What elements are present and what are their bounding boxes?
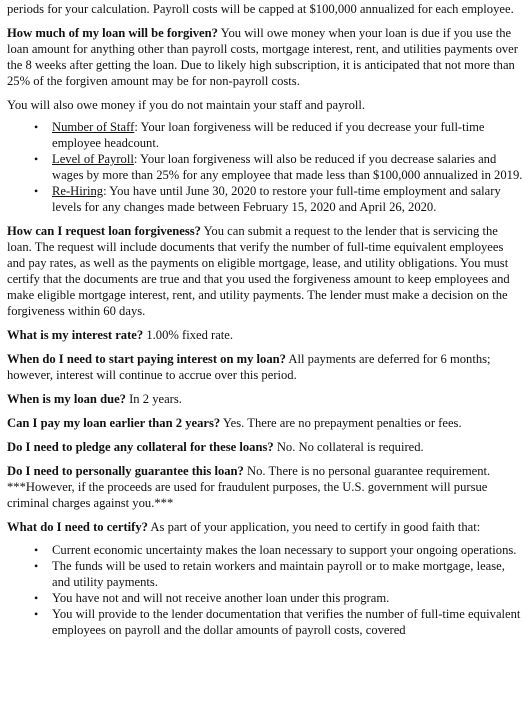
intro-paragraph-tail: periods for your calculation. Payroll costs will be capped at $100,000 annualized for each employee.	[7, 2, 514, 16]
list-item-text: You will provide to the lender documentation that verifies the number of full-time equivalent employees on payroll and the dollar amounts of payroll costs, covered	[52, 607, 521, 637]
faq-question: What do I need to certify?	[7, 520, 148, 534]
faq-certify	[7, 519, 524, 535]
bullet-icon: •	[34, 559, 39, 573]
faq-answer: As part of your application, you need to certify in good faith that:	[147, 520, 481, 534]
faq-personal-guarantee	[7, 463, 524, 511]
document-page	[0, 1, 530, 713]
list-item	[34, 119, 524, 151]
faq-question: Do I need to personally guarantee this loan?	[7, 464, 244, 478]
faq-question: Do I need to pledge any collateral for these loans?	[7, 440, 274, 454]
faq-pay-early	[7, 415, 524, 431]
faq-answer: You will owe money when your loan is due if you use the loan amount for anything other than payroll costs, mortgage interest, rent, and utilities payments over the 8 weeks after getting the loan. Due to likely high subscription, it is anticipated that not more than 25% of the forgiven amount may be for non-payroll costs.	[7, 26, 518, 88]
bullet-icon: •	[34, 152, 39, 166]
list-item	[34, 151, 524, 183]
faq-answer: Yes. There are no prepayment penalties or fees.	[220, 416, 462, 430]
owe-money-paragraph: You will also owe money if you do not maintain your staff and payroll.	[7, 98, 366, 112]
faq-request-forgiveness	[7, 223, 524, 319]
list-item-text: : Your loan forgiveness will be reduced if you decrease your full-time employee headcount.	[52, 120, 485, 150]
faq-question: What is my interest rate?	[7, 328, 144, 342]
list-item	[34, 558, 524, 590]
faq-answer: All payments are deferred for 6 months; however, interest will continue to accrue over this period.	[7, 352, 491, 382]
list-item	[34, 542, 524, 558]
list-item	[34, 183, 524, 215]
faq-forgiven	[7, 25, 524, 89]
forgiveness-reduction-list	[7, 119, 524, 215]
bullet-icon: •	[34, 607, 39, 621]
faq-question: When is my loan due?	[7, 392, 126, 406]
faq-answer: In 2 years.	[125, 392, 182, 406]
list-item-text: : You have until June 30, 2020 to restore your full-time employment and salary levels for any changes made between February 15, 2020 and April 26, 2020.	[52, 184, 501, 214]
list-item-text: Current economic uncertainty makes the loan necessary to support your ongoing operations.	[52, 543, 517, 557]
bullet-icon: •	[34, 543, 39, 557]
list-item-label: Number of Staff	[52, 120, 135, 134]
faq-question: When do I need to start paying interest on my loan?	[7, 352, 286, 366]
certification-list	[7, 542, 524, 638]
list-item-text: The funds will be used to retain workers and maintain payroll or to make mortgage, lease, and utility payments.	[52, 559, 505, 589]
faq-question: How much of my loan will be forgiven?	[7, 26, 218, 40]
faq-interest-rate	[7, 327, 524, 343]
list-item-label: Re-Hiring	[52, 184, 104, 198]
bullet-icon: •	[34, 184, 39, 198]
faq-collateral	[7, 439, 524, 455]
faq-answer: You can submit a request to the lender that is servicing the loan. The request will include documents that verify the number of full-time equivalent employees and pay rates, as well as the payments on eligible mortgage, lease, and utility obligations. You must certify that the documents are true and that you used the forgiveness amount to keep employees and make eligible mortgage interest, rent, and utility payments. The lender must make a decision on the forgiveness within 60 days.	[7, 224, 510, 318]
bullet-icon: •	[34, 591, 39, 605]
list-item	[34, 606, 524, 638]
faq-question: Can I pay my loan earlier than 2 years?	[7, 416, 221, 430]
faq-loan-due	[7, 391, 524, 407]
bullet-icon: •	[34, 120, 39, 134]
list-item-text: You have not and will not receive another loan under this program.	[52, 591, 390, 605]
faq-question: How can I request loan forgiveness?	[7, 224, 201, 238]
list-item-text: : Your loan forgiveness will also be reduced if you decrease salaries and wages by more than 25% for any employee that made less than $100,000 annualized in 2019.	[52, 152, 523, 182]
faq-start-paying	[7, 351, 524, 383]
faq-answer: No. No collateral is required.	[273, 440, 424, 454]
list-item-label: Level of Payroll	[52, 152, 134, 166]
faq-answer: No. There is no personal guarantee requirement. ***However, if the proceeds are used for fraudulent purposes, the U.S. government will pursue criminal charges against you.***	[7, 464, 491, 510]
list-item	[34, 590, 524, 606]
faq-answer: 1.00% fixed rate.	[143, 328, 234, 342]
